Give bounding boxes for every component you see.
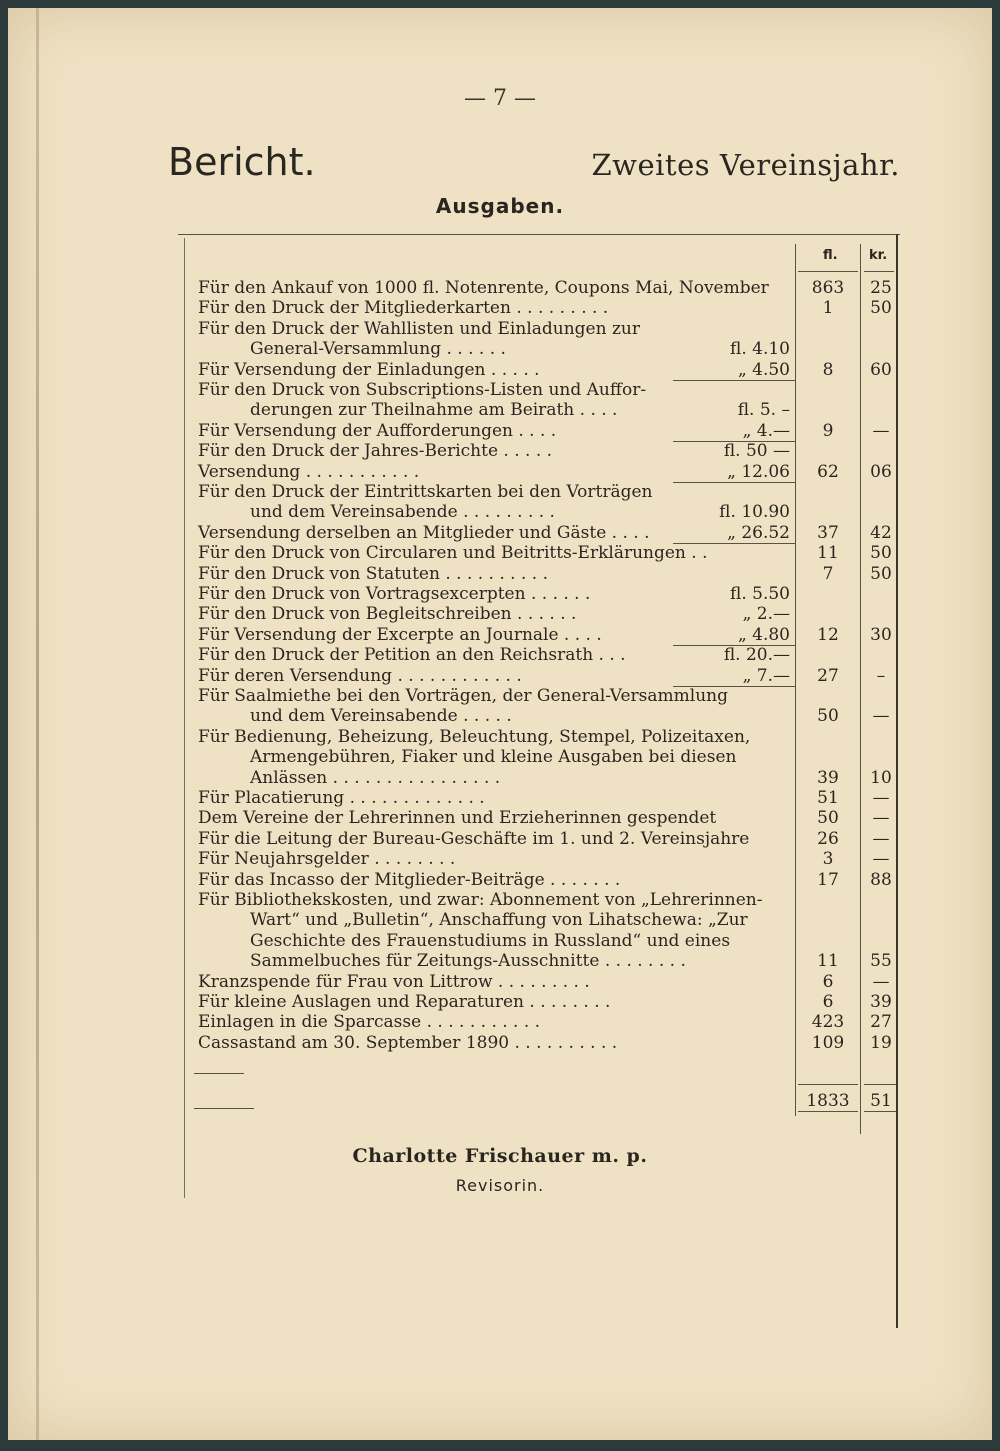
amount-fl: 1 — [822, 298, 834, 318]
total-rule — [798, 1111, 858, 1112]
page-subtitle: Zweites Vereinsjahr. — [591, 148, 900, 182]
amount-kr: 19 — [870, 1033, 892, 1053]
ledger-line: Für den Druck der Wahllisten und Einladungen zur — [198, 319, 640, 339]
ledger-line: Für den Druck von Begleitschreiben . . . . . . — [198, 604, 577, 624]
page-title: Bericht. — [168, 140, 316, 184]
subtotal-amount: fl. 20.— — [723, 645, 790, 665]
ledger-line: derungen zur Theilnahme am Beirath . . . . — [250, 400, 618, 420]
end-rule — [194, 1108, 254, 1109]
column-divider-kr — [860, 244, 861, 1134]
amount-fl: 6 — [822, 972, 834, 992]
ledger-line: Für Versendung der Aufforderungen . . . . — [198, 421, 557, 441]
amount-fl: 3 — [822, 849, 834, 869]
subtotal-amount: „ 12.06 — [727, 462, 790, 482]
document-page — [8, 8, 992, 1440]
subtotal-amount: fl. 5. – — [737, 400, 790, 420]
amount-fl: 27 — [817, 666, 839, 686]
group-rule — [673, 380, 795, 381]
ledger-line: Für den Ankauf von 1000 fl. Notenrente, Coupons Mai, November — [198, 278, 769, 298]
ledger-line: Für Bibliothekskosten, und zwar: Abonnement von „Lehrerinnen- — [198, 890, 763, 910]
total-rule — [864, 1111, 896, 1112]
total-fl: 1833 — [806, 1091, 850, 1111]
header-rule — [798, 271, 858, 272]
table-top-rule — [178, 234, 900, 235]
ledger-line: Für kleine Auslagen und Reparaturen . . . . . . . . — [198, 992, 611, 1012]
header-rule — [864, 271, 894, 272]
subtotal-amount: „ 2.— — [742, 604, 790, 624]
amount-kr: 30 — [870, 625, 892, 645]
binding-edge — [36, 8, 39, 1440]
amount-kr: 60 — [870, 360, 892, 380]
ledger-line: Für den Druck der Mitgliederkarten . . . . . . . . . — [198, 298, 609, 318]
ledger-line: und dem Vereinsabende . . . . . — [250, 706, 512, 726]
ledger-line: Kranzspende für Frau von Littrow . . . . . . . . . — [198, 972, 590, 992]
amount-fl: 26 — [817, 829, 839, 849]
page-number: — 7 — — [464, 86, 536, 111]
subtotal-amount: fl. 4.10 — [730, 339, 790, 359]
ledger-line: Für deren Versendung . . . . . . . . . . . . — [198, 666, 522, 686]
column-header-fl: fl. — [823, 248, 838, 263]
column-divider-fl — [795, 244, 796, 1116]
amount-fl: 37 — [817, 523, 839, 543]
ledger-line: Für den Druck von Vortragsexcerpten . . . . . . — [198, 584, 591, 604]
subtotal-amount: „ 7.— — [742, 666, 790, 686]
ledger-line: Armengebühren, Fiaker und kleine Ausgaben bei diesen — [250, 747, 737, 767]
ledger-line: Sammelbuches für Zeitungs-Ausschnitte . . . . . . . . — [250, 951, 686, 971]
amount-kr: 25 — [870, 278, 892, 298]
subtotal-amount: „ 4.— — [742, 421, 790, 441]
ledger-line: General-Versammlung . . . . . . — [250, 339, 506, 359]
amount-kr: – — [876, 666, 886, 686]
amount-kr: 50 — [870, 543, 892, 563]
amount-kr: 88 — [870, 870, 892, 890]
amount-fl: 8 — [822, 360, 834, 380]
total-rule — [798, 1084, 858, 1085]
subtotal-amount: „ 4.50 — [737, 360, 790, 380]
subtotal-amount: fl. 5.50 — [730, 584, 790, 604]
amount-fl: 9 — [822, 421, 834, 441]
ledger-line: Geschichte des Frauenstudiums in Russland“ und eines — [250, 931, 731, 951]
ledger-line: Für Versendung der Excerpte an Journale . . . . — [198, 625, 602, 645]
ledger-line: Für die Leitung der Bureau-Geschäfte im 1. und 2. Vereinsjahre — [198, 829, 750, 849]
amount-fl: 109 — [811, 1033, 845, 1053]
amount-kr: 06 — [870, 462, 892, 482]
subtotal-amount: „ 4.80 — [737, 625, 790, 645]
ledger-line: Für Bedienung, Beheizung, Beleuchtung, Stempel, Polizeitaxen, — [198, 727, 751, 747]
ledger-line: Für den Druck von Subscriptions-Listen und Auffor- — [198, 380, 647, 400]
amount-fl: 11 — [817, 951, 839, 971]
amount-kr: — — [872, 849, 890, 869]
amount-kr: 10 — [870, 768, 892, 788]
amount-kr: 42 — [870, 523, 892, 543]
amount-kr: 27 — [870, 1012, 892, 1032]
ledger-line: Für das Incasso der Mitglieder-Beiträge . . . . . . . — [198, 870, 621, 890]
ledger-line: Für den Druck von Circularen und Beitritts-Erklärungen . . — [198, 543, 708, 563]
ledger-line: Versendung derselben an Mitglieder und Gäste . . . . — [198, 523, 650, 543]
amount-fl: 7 — [822, 564, 834, 584]
ledger-line: Dem Vereine der Lehrerinnen und Erzieherinnen gespendet — [198, 808, 717, 828]
total-rule — [864, 1084, 896, 1085]
amount-kr: — — [872, 421, 890, 441]
amount-fl: 51 — [817, 788, 839, 808]
amount-kr: 50 — [870, 564, 892, 584]
signature-role: Revisorin. — [455, 1176, 545, 1195]
ledger-line: Für Versendung der Einladungen . . . . . — [198, 360, 540, 380]
ledger-line: Versendung . . . . . . . . . . . — [198, 462, 420, 482]
group-rule — [673, 482, 795, 483]
amount-kr: — — [872, 706, 890, 726]
amount-fl: 863 — [811, 278, 845, 298]
amount-kr: — — [872, 808, 890, 828]
ledger-line: Für den Druck von Statuten . . . . . . . . . . — [198, 564, 549, 584]
ledger-line: Für Placatierung . . . . . . . . . . . . . — [198, 788, 485, 808]
section-heading: Ausgaben. — [435, 194, 565, 218]
amount-kr: 50 — [870, 298, 892, 318]
amount-fl: 11 — [817, 543, 839, 563]
subtotal-amount: „ 26.52 — [727, 523, 790, 543]
amount-fl: 12 — [817, 625, 839, 645]
ledger-line: Für den Druck der Eintrittskarten bei den Vorträgen — [198, 482, 653, 502]
subtotal-amount: fl. 50 — — [723, 441, 790, 461]
ledger-line: Für Neujahrsgelder . . . . . . . . — [198, 849, 456, 869]
ledger-line: Für den Druck der Jahres-Berichte . . . . . — [198, 441, 553, 461]
amount-fl: 39 — [817, 768, 839, 788]
amount-kr: — — [872, 972, 890, 992]
amount-fl: 50 — [817, 808, 839, 828]
ledger-line: Anlässen . . . . . . . . . . . . . . . . — [250, 768, 501, 788]
ledger-line: Wart“ und „Bulletin“, Anschaffung von Lihatschewa: „Zur — [250, 910, 748, 930]
ledger-line: und dem Vereinsabende . . . . . . . . . — [250, 502, 555, 522]
ledger-line: Für den Druck der Petition an den Reichsrath . . . — [198, 645, 626, 665]
amount-fl: 423 — [811, 1012, 845, 1032]
column-header-kr: kr. — [869, 248, 888, 263]
amount-fl: 17 — [817, 870, 839, 890]
ledger-line: Für Saalmiethe bei den Vorträgen, der General-Versammlung — [198, 686, 728, 706]
amount-fl: 62 — [817, 462, 839, 482]
subtotal-amount: fl. 10.90 — [719, 502, 790, 522]
ledger-line: Einlagen in die Sparcasse . . . . . . . . . . . — [198, 1012, 541, 1032]
amount-fl: 50 — [817, 706, 839, 726]
amount-fl: 6 — [822, 992, 834, 1012]
amount-kr: 55 — [870, 951, 892, 971]
table-left-rule — [184, 238, 185, 1198]
ledger-line: Cassastand am 30. September 1890 . . . . . . . . . . — [198, 1033, 618, 1053]
amount-kr: 39 — [870, 992, 892, 1012]
signature-name: Charlotte Frischauer m. p. — [352, 1145, 648, 1167]
amount-kr: — — [872, 788, 890, 808]
amount-kr: — — [872, 829, 890, 849]
end-rule — [194, 1073, 244, 1074]
total-kr: 51 — [870, 1091, 892, 1111]
